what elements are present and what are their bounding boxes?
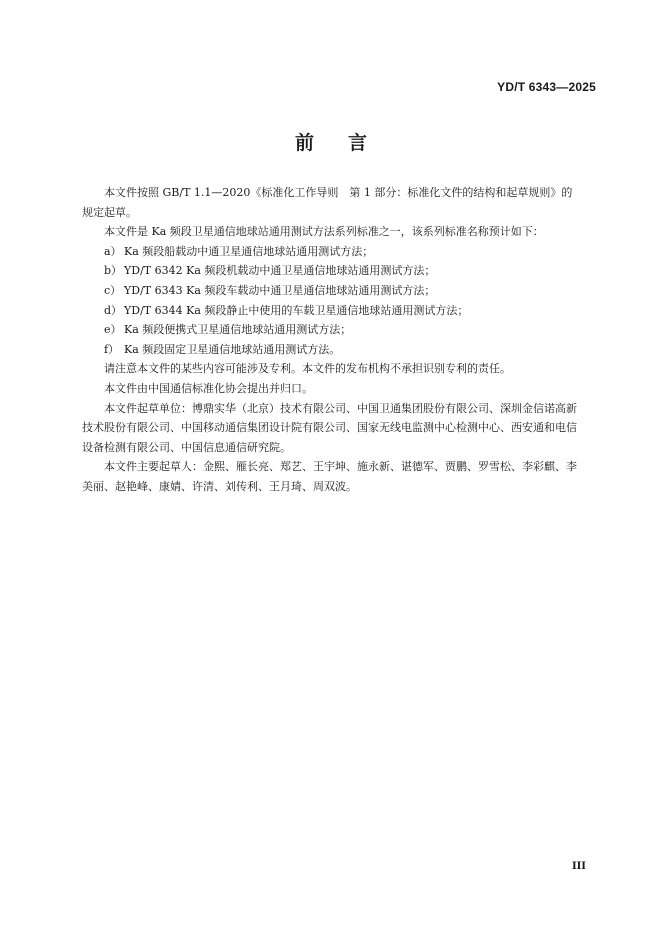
paragraph-proposer: 本文件由中国通信标准化协会提出并归口。 bbox=[104, 381, 313, 395]
list-item-text: Ka 频段船载动中通卫星通信地球站通用测试方法； bbox=[124, 244, 374, 258]
list-marker: a） bbox=[104, 244, 122, 258]
document-body bbox=[82, 183, 580, 497]
document-number: YD/T 6343—2025 bbox=[497, 80, 596, 94]
list-item bbox=[82, 242, 580, 262]
paragraph-drafters: 本文件主要起草人：金熙、雁长亮、郑艺、王宇坤、施永新、谌德军、贾鹏、罗雪松、李彩麒、李美丽、赵艳峰、康婧、许清、刘传利、王月琦、周双波。 bbox=[82, 460, 577, 493]
paragraph-patent-notice: 请注意本文件的某些内容可能涉及专利。本文件的发布机构不承担识别专利的责任。 bbox=[104, 362, 511, 376]
page-title: 前言 bbox=[294, 132, 401, 154]
paragraph-drafting-rule: 本文件按照 GB/T 1.1—2020《标准化工作导则 第 1 部分：标准化文件的结构和起草规则》的规定起草。 bbox=[82, 186, 573, 219]
page-number: III bbox=[571, 861, 586, 872]
list-item bbox=[82, 320, 580, 340]
list-item-text: YD/T 6344 Ka 频段静止中使用的车载卫星通信地球站通用测试方法； bbox=[124, 303, 469, 317]
list-item bbox=[82, 340, 580, 360]
paragraph-drafting-units: 本文件起草单位：博鼎实华（北京）技术有限公司、中国卫通集团股份有限公司、深圳金信诺高新技术股份有限公司、中国移动通信集团设计院有限公司、国家无线电监测中心检测中心、西安通和电信设备检测有限公司、中国信息通信研究院。 bbox=[82, 401, 577, 454]
list-marker: f） bbox=[104, 342, 120, 356]
list-item-text: YD/T 6342 Ka 频段机载动中通卫星通信地球站通用测试方法； bbox=[124, 264, 436, 278]
paragraph-series-intro: 本文件是 Ka 频段卫星通信地球站通用测试方法系列标准之一，该系列标准名称预计如下： bbox=[104, 225, 544, 239]
list-item bbox=[82, 281, 580, 301]
list-item bbox=[82, 301, 580, 321]
series-list bbox=[82, 242, 580, 360]
list-item-text: Ka 频段固定卫星通信地球站通用测试方法。 bbox=[124, 342, 341, 356]
list-item-text: YD/T 6343 Ka 频段车载动中通卫星通信地球站通用测试方法； bbox=[124, 283, 436, 297]
list-item-text: Ka 频段便携式卫星通信地球站通用测试方法； bbox=[124, 323, 352, 337]
list-marker: e） bbox=[104, 323, 122, 337]
list-marker: c） bbox=[104, 283, 122, 297]
list-marker: b） bbox=[104, 264, 123, 278]
list-item bbox=[82, 261, 580, 281]
list-marker: d） bbox=[104, 303, 123, 317]
